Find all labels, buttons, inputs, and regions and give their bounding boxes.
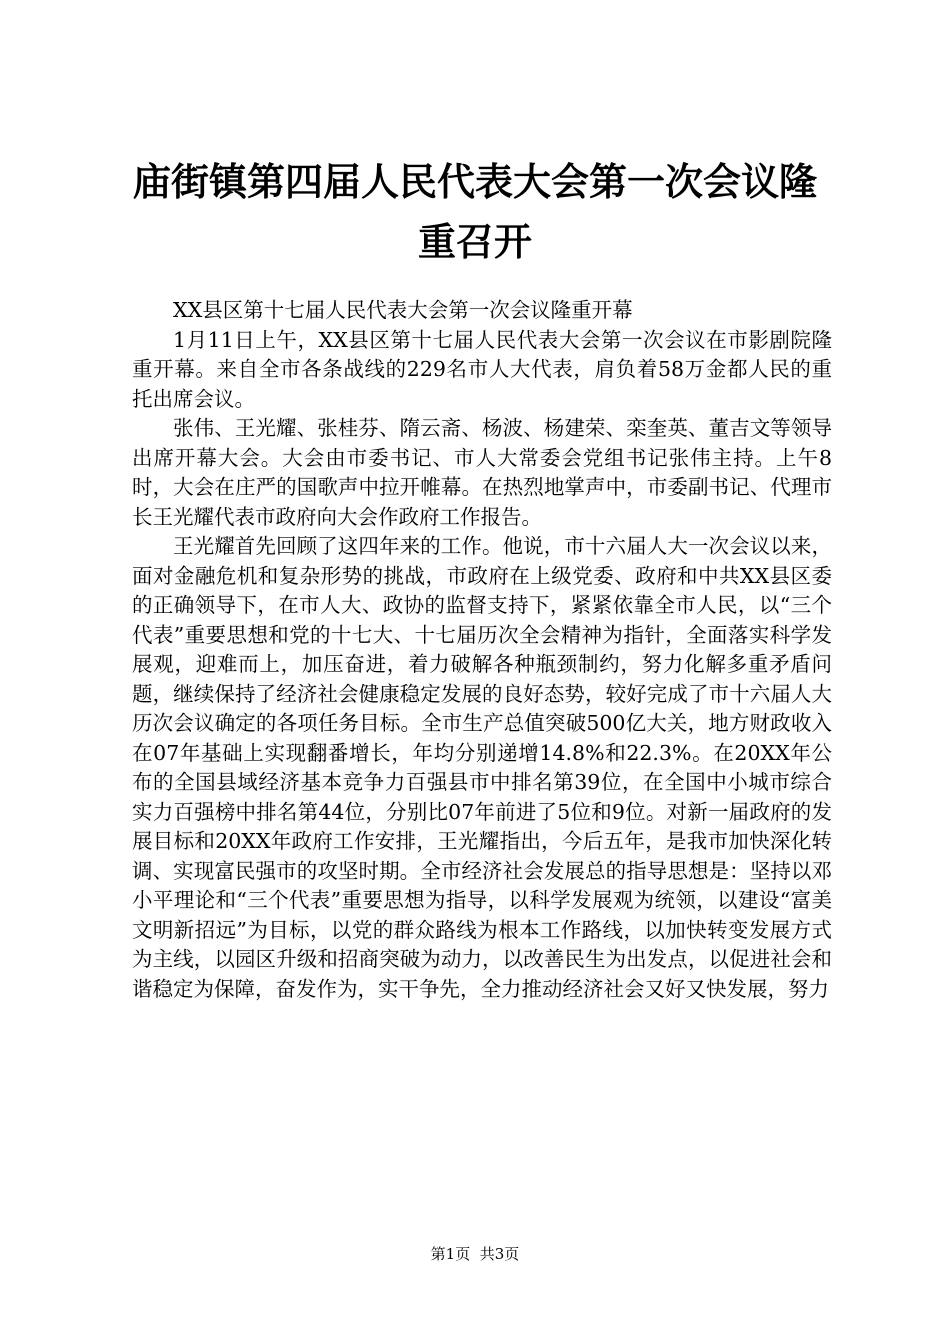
- page-total: 共3页: [479, 1245, 520, 1263]
- body-paragraph: 张伟、王光耀、张桂芬、隋云斋、杨波、杨建荣、栾奎英、董吉文等领导出席开幕大会。大会由市委书记、市人大常委会党组书记张伟主持。上午8时，大会在庄严的国歌声中拉开帷幕。在热烈地掌声中，市委副书记、代理市长王光耀代表市政府向大会作政府工作报告。: [132, 416, 832, 529]
- body-paragraph: 王光耀首先回顾了这四年来的工作。他说，市十六届人大一次会议以来，面对金融危机和复杂形势的挑战，市政府在上级党委、政府和中共XX县区委的正确领导下，在市人大、政协的监督支持下，紧紧依靠全市人民，以“三个代表”重要思想和党的十七大、十七届历次全会精神为指针，全面落实科学发展观，迎难而上，加压奋进，着力破解各种瓶颈制约，努力化解多重矛盾问题，继续保持了经济社会健康稳定发展的良好态势，较好完成了市十六届人大历次会议确定的各项任务目标。全市生产总值突破500亿大关，地方财政收入在07年基础上实现翻番增长，年均分别递增14.8%和22.3%。在20XX年公布的全国县域经济基本竞争力百强县市中排名第39位，在全国中小城市综合实力百强榜中排名第44位，分别比07年前进了5位和9位。对新一届政府的发展目标和20XX年政府工作安排，王光耀指出，今后五年，是我市加快深化转调、实现富民强市的攻坚时期。全市经济社会发展总的指导思想是：坚持以邓小平理论和“三个代表”重要思想为指导，以科学发展观为统领，以建设“富美文明新招远”为目标，以党的群众路线为根本工作路线，以加快转变发展方式为主线，以园区升级和招商突破为动力，以改善民生为出发点，以促进社会和谐稳定为保障，奋发作为，实干争先，全力推动经济社会又好又快发展，努力: [132, 534, 832, 1001]
- body-paragraph: XX县区第十七届人民代表大会第一次会议隆重开幕: [173, 298, 633, 322]
- page-footer: [0, 1244, 950, 1264]
- page-number: 第1页: [430, 1245, 471, 1263]
- document-body: [132, 296, 832, 1004]
- document-title: 庙街镇第四届人民代表大会第一次会议隆重召开: [132, 160, 817, 264]
- body-paragraph: 1月11日上午，XX县区第十七届人民代表大会第一次会议在市影剧院隆重开幕。来自全市各条战线的229名市人大代表，肩负着58万金都人民的重托出席会议。: [132, 327, 832, 411]
